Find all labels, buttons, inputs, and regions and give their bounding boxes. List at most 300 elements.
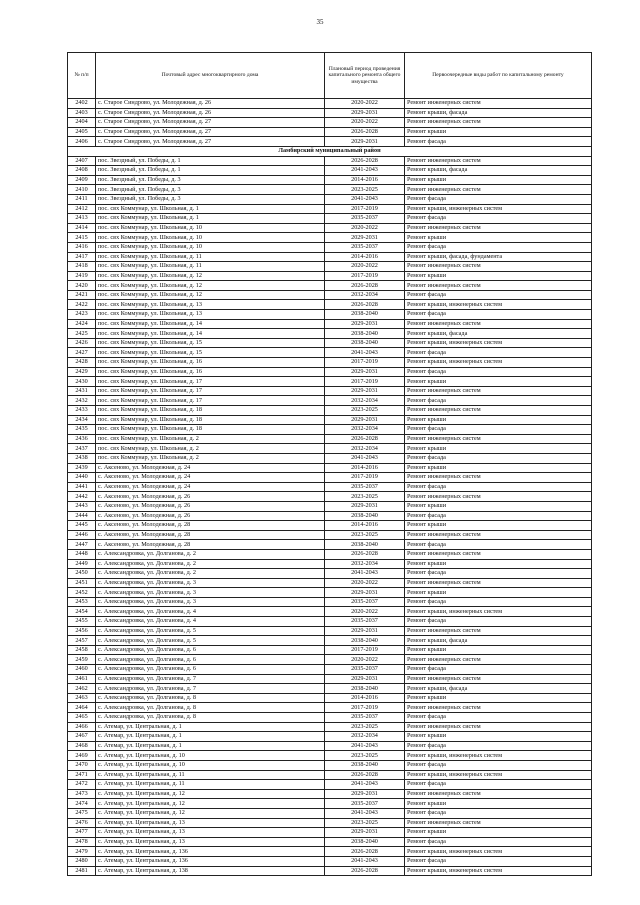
row-period: 2023-2025 [325, 818, 405, 828]
row-period: 2017-2019 [325, 703, 405, 713]
row-number: 2411 [68, 194, 96, 204]
row-period: 2038-2040 [325, 684, 405, 694]
row-works: Ремонт фасада [405, 453, 592, 463]
row-period: 2026-2028 [325, 281, 405, 291]
table-header-row [68, 53, 592, 99]
row-address: с. Аксеново, ул. Молодежная, д. 26 [96, 501, 325, 511]
row-works: Ремонт инженерных систем [405, 281, 592, 291]
row-address: с. Александровка, ул. Долганова, д. 8 [96, 713, 325, 723]
row-period: 2035-2037 [325, 242, 405, 252]
row-works: Ремонт фасада [405, 741, 592, 751]
row-address: пос. свх Коммунар, ул. Школьная, д. 2 [96, 453, 325, 463]
row-number: 2462 [68, 684, 96, 694]
row-period: 2023-2025 [325, 722, 405, 732]
table-row [68, 329, 592, 339]
row-number: 2434 [68, 415, 96, 425]
row-works: Ремонт инженерных систем [405, 434, 592, 444]
row-number: 2435 [68, 425, 96, 435]
table-row [68, 780, 592, 790]
table-row [68, 751, 592, 761]
table-row [68, 358, 592, 368]
row-address: с. Атемар, ул. Центральная, д. 11 [96, 780, 325, 790]
row-period: 2020-2022 [325, 655, 405, 665]
row-period: 2029-2031 [325, 233, 405, 243]
row-number: 2474 [68, 799, 96, 809]
table-row [68, 501, 592, 511]
row-period: 2038-2040 [325, 338, 405, 348]
table-row [68, 463, 592, 473]
table-row [68, 799, 592, 809]
table-row [68, 175, 592, 185]
row-period: 2038-2040 [325, 511, 405, 521]
row-address: пос. свх Коммунар, ул. Школьная, д. 15 [96, 338, 325, 348]
row-number: 2452 [68, 588, 96, 598]
row-address: с. Аксеново, ул. Молодежная, д. 26 [96, 492, 325, 502]
row-address: пос. свх Коммунар, ул. Школьная, д. 17 [96, 377, 325, 387]
row-period: 2020-2022 [325, 118, 405, 128]
row-address: пос. свх Коммунар, ул. Школьная, д. 18 [96, 425, 325, 435]
row-address: пос. свх Коммунар, ул. Школьная, д. 10 [96, 223, 325, 233]
row-period: 2038-2040 [325, 310, 405, 320]
row-period: 2032-2034 [325, 444, 405, 454]
row-number: 2446 [68, 530, 96, 540]
table-row [68, 118, 592, 128]
row-works: Ремонт инженерных систем [405, 722, 592, 732]
row-works: Ремонт фасада [405, 310, 592, 320]
row-period: 2020-2022 [325, 578, 405, 588]
row-works: Ремонт крыши, фасада, фундамента [405, 252, 592, 262]
row-number: 2468 [68, 741, 96, 751]
table-row [68, 233, 592, 243]
row-period: 2026-2028 [325, 127, 405, 137]
row-period: 2035-2037 [325, 482, 405, 492]
row-works: Ремонт крыши [405, 693, 592, 703]
row-works: Ремонт инженерных систем [405, 674, 592, 684]
section-body [68, 146, 592, 156]
table-row [68, 693, 592, 703]
row-works: Ремонт инженерных систем [405, 156, 592, 166]
table-row [68, 406, 592, 416]
row-period: 2041-2043 [325, 808, 405, 818]
row-works: Ремонт фасада [405, 194, 592, 204]
table-row [68, 588, 592, 598]
row-works: Ремонт крыши, инженерных систем [405, 847, 592, 857]
row-address: пос. свх Коммунар, ул. Школьная, д. 13 [96, 300, 325, 310]
row-works: Ремонт фасада [405, 137, 592, 147]
row-number: 2413 [68, 214, 96, 224]
row-number: 2449 [68, 559, 96, 569]
row-number: 2463 [68, 693, 96, 703]
row-number: 2429 [68, 367, 96, 377]
row-number: 2458 [68, 645, 96, 655]
row-address: с. Атемар, ул. Центральная, д. 138 [96, 866, 325, 876]
row-period: 2026-2028 [325, 847, 405, 857]
row-works: Ремонт инженерных систем [405, 655, 592, 665]
row-period: 2029-2031 [325, 319, 405, 329]
row-address: с. Александровка, ул. Долганова, д. 6 [96, 655, 325, 665]
section-title: Ламбирский муниципальный район [68, 146, 592, 156]
table-row [68, 789, 592, 799]
row-address: с. Атемар, ул. Центральная, д. 11 [96, 770, 325, 780]
row-period: 2017-2019 [325, 358, 405, 368]
row-address: пос. Звездный, ул. Победы, д. 1 [96, 166, 325, 176]
row-number: 2461 [68, 674, 96, 684]
table-row [68, 722, 592, 732]
row-address: пос. Звездный, ул. Победы, д. 1 [96, 156, 325, 166]
row-period: 2017-2019 [325, 204, 405, 214]
row-address: пос. свх Коммунар, ул. Школьная, д. 18 [96, 406, 325, 416]
table-row [68, 607, 592, 617]
row-works: Ремонт инженерных систем [405, 99, 592, 109]
row-period: 2038-2040 [325, 540, 405, 550]
table-row [68, 185, 592, 195]
row-period: 2041-2043 [325, 194, 405, 204]
row-works: Ремонт инженерных систем [405, 703, 592, 713]
row-works: Ремонт инженерных систем [405, 789, 592, 799]
row-address: пос. свх Коммунар, ул. Школьная, д. 17 [96, 396, 325, 406]
row-number: 2438 [68, 453, 96, 463]
row-address: пос. свх Коммунар, ул. Школьная, д. 15 [96, 348, 325, 358]
table-row [68, 674, 592, 684]
row-number: 2424 [68, 319, 96, 329]
row-number: 2428 [68, 358, 96, 368]
row-number: 2418 [68, 262, 96, 272]
row-period: 2029-2031 [325, 626, 405, 636]
table-row [68, 511, 592, 521]
row-period: 2029-2031 [325, 137, 405, 147]
table-row [68, 703, 592, 713]
row-number: 2466 [68, 722, 96, 732]
table-row [68, 137, 592, 147]
row-works: Ремонт инженерных систем [405, 262, 592, 272]
row-address: с. Александровка, ул. Долганова, д. 3 [96, 578, 325, 588]
row-period: 2026-2028 [325, 434, 405, 444]
row-period: 2038-2040 [325, 837, 405, 847]
row-works: Ремонт инженерных систем [405, 492, 592, 502]
table-row [68, 549, 592, 559]
row-address: с. Аксеново, ул. Молодежная, д. 24 [96, 463, 325, 473]
table-row [68, 713, 592, 723]
row-address: с. Александровка, ул. Долганова, д. 8 [96, 693, 325, 703]
table-row [68, 482, 592, 492]
table-row [68, 338, 592, 348]
row-number: 2447 [68, 540, 96, 550]
row-address: с. Атемар, ул. Центральная, д. 1 [96, 732, 325, 742]
row-period: 2014-2016 [325, 521, 405, 531]
row-period: 2014-2016 [325, 252, 405, 262]
row-works: Ремонт крыши, фасада [405, 636, 592, 646]
table-row [68, 617, 592, 627]
row-number: 2426 [68, 338, 96, 348]
row-address: с. Старое Синдрово, ул. Молодежная, д. 27 [96, 127, 325, 137]
row-address: с. Александровка, ул. Долганова, д. 7 [96, 684, 325, 694]
section-row [68, 146, 592, 156]
row-number: 2444 [68, 511, 96, 521]
table-row [68, 770, 592, 780]
table-row [68, 377, 592, 387]
row-address: с. Александровка, ул. Долганова, д. 7 [96, 674, 325, 684]
row-works: Ремонт крыши [405, 559, 592, 569]
table-row [68, 262, 592, 272]
row-period: 2026-2028 [325, 156, 405, 166]
row-number: 2465 [68, 713, 96, 723]
row-address: с. Старое Синдрово, ул. Молодежная, д. 26 [96, 99, 325, 109]
row-address: пос. свх Коммунар, ул. Школьная, д. 18 [96, 415, 325, 425]
row-works: Ремонт фасада [405, 482, 592, 492]
row-number: 2451 [68, 578, 96, 588]
row-number: 2457 [68, 636, 96, 646]
table-row [68, 540, 592, 550]
row-period: 2026-2028 [325, 300, 405, 310]
row-number: 2455 [68, 617, 96, 627]
header-works: Первоочередные виды работ по капитальному ремонту [405, 53, 592, 99]
row-works: Ремонт крыши [405, 463, 592, 473]
row-works: Ремонт инженерных систем [405, 578, 592, 588]
row-number: 2467 [68, 732, 96, 742]
row-works: Ремонт крыши [405, 377, 592, 387]
row-works: Ремонт фасада [405, 760, 592, 770]
row-address: с. Александровка, ул. Долганова, д. 2 [96, 549, 325, 559]
row-number: 2478 [68, 837, 96, 847]
row-period: 2026-2028 [325, 866, 405, 876]
table-row [68, 290, 592, 300]
row-address: пос. Звездный, ул. Победы, д. 3 [96, 185, 325, 195]
row-number: 2453 [68, 597, 96, 607]
row-number: 2437 [68, 444, 96, 454]
table-row [68, 434, 592, 444]
row-period: 2029-2031 [325, 386, 405, 396]
row-works: Ремонт фасада [405, 597, 592, 607]
row-period: 2041-2043 [325, 348, 405, 358]
table-row [68, 808, 592, 818]
table-row [68, 569, 592, 579]
table-row [68, 204, 592, 214]
table-row [68, 530, 592, 540]
row-works: Ремонт крыши [405, 501, 592, 511]
table-row [68, 578, 592, 588]
row-period: 2023-2025 [325, 185, 405, 195]
row-number: 2454 [68, 607, 96, 617]
row-works: Ремонт фасада [405, 511, 592, 521]
row-address: с. Александровка, ул. Долганова, д. 5 [96, 636, 325, 646]
row-works: Ремонт фасада [405, 856, 592, 866]
row-address: с. Александровка, ул. Долганова, д. 6 [96, 665, 325, 675]
table-row [68, 108, 592, 118]
row-address: пос. свх Коммунар, ул. Школьная, д. 14 [96, 319, 325, 329]
row-address: пос. свх Коммунар, ул. Школьная, д. 10 [96, 242, 325, 252]
row-number: 2433 [68, 406, 96, 416]
table-row [68, 818, 592, 828]
row-period: 2029-2031 [325, 828, 405, 838]
row-number: 2423 [68, 310, 96, 320]
row-works: Ремонт фасада [405, 242, 592, 252]
table-row [68, 156, 592, 166]
row-address: пос. свх Коммунар, ул. Школьная, д. 13 [96, 310, 325, 320]
table-row [68, 626, 592, 636]
row-period: 2023-2025 [325, 406, 405, 416]
row-period: 2017-2019 [325, 377, 405, 387]
row-works: Ремонт фасада [405, 290, 592, 300]
row-period: 2035-2037 [325, 617, 405, 627]
table-row [68, 636, 592, 646]
row-number: 2425 [68, 329, 96, 339]
row-works: Ремонт крыши, фасада [405, 329, 592, 339]
table-row [68, 856, 592, 866]
row-works: Ремонт фасада [405, 348, 592, 358]
row-works: Ремонт крыши [405, 588, 592, 598]
row-works: Ремонт инженерных систем [405, 473, 592, 483]
row-works: Ремонт инженерных систем [405, 223, 592, 233]
row-period: 2035-2037 [325, 799, 405, 809]
row-number: 2440 [68, 473, 96, 483]
row-period: 2014-2016 [325, 693, 405, 703]
row-address: с. Старое Синдрово, ул. Молодежная, д. 26 [96, 108, 325, 118]
row-number: 2409 [68, 175, 96, 185]
row-works: Ремонт крыши [405, 645, 592, 655]
row-works: Ремонт инженерных систем [405, 549, 592, 559]
row-address: пос. свх Коммунар, ул. Школьная, д. 14 [96, 329, 325, 339]
row-period: 2035-2037 [325, 214, 405, 224]
row-number: 2448 [68, 549, 96, 559]
row-address: пос. свх Коммунар, ул. Школьная, д. 12 [96, 281, 325, 291]
table-row [68, 223, 592, 233]
row-number: 2442 [68, 492, 96, 502]
row-number: 2477 [68, 828, 96, 838]
row-number: 2427 [68, 348, 96, 358]
table-row [68, 492, 592, 502]
table-body-main [68, 156, 592, 876]
page-number: 35 [316, 18, 324, 26]
row-period: 2041-2043 [325, 453, 405, 463]
row-works: Ремонт фасада [405, 540, 592, 550]
row-works: Ремонт фасада [405, 367, 592, 377]
repair-schedule-table [67, 52, 592, 876]
table-row [68, 319, 592, 329]
row-address: с. Атемар, ул. Центральная, д. 13 [96, 837, 325, 847]
row-address: с. Аксеново, ул. Молодежная, д. 24 [96, 473, 325, 483]
table-row [68, 300, 592, 310]
row-period: 2029-2031 [325, 415, 405, 425]
row-number: 2464 [68, 703, 96, 713]
row-number: 2404 [68, 118, 96, 128]
row-number: 2459 [68, 655, 96, 665]
table-row [68, 444, 592, 454]
header-address: Почтовый адрес многоквартирного дома [96, 53, 325, 99]
row-address: с. Александровка, ул. Долганова, д. 2 [96, 559, 325, 569]
row-address: пос. свх Коммунар, ул. Школьная, д. 1 [96, 214, 325, 224]
row-address: с. Аксеново, ул. Молодежная, д. 28 [96, 530, 325, 540]
row-number: 2479 [68, 847, 96, 857]
row-address: с. Атемар, ул. Центральная, д. 1 [96, 741, 325, 751]
row-works: Ремонт инженерных систем [405, 626, 592, 636]
row-number: 2450 [68, 569, 96, 579]
row-works: Ремонт крыши [405, 732, 592, 742]
row-period: 2032-2034 [325, 559, 405, 569]
row-address: с. Атемар, ул. Центральная, д. 13 [96, 818, 325, 828]
row-number: 2476 [68, 818, 96, 828]
row-works: Ремонт инженерных систем [405, 319, 592, 329]
row-period: 2032-2034 [325, 396, 405, 406]
row-works: Ремонт инженерных систем [405, 406, 592, 416]
row-works: Ремонт фасада [405, 713, 592, 723]
table-row [68, 271, 592, 281]
row-works: Ремонт крыши [405, 521, 592, 531]
row-period: 2032-2034 [325, 732, 405, 742]
row-address: с. Атемар, ул. Центральная, д. 12 [96, 789, 325, 799]
table-row [68, 732, 592, 742]
row-period: 2020-2022 [325, 99, 405, 109]
table-row [68, 252, 592, 262]
row-address: с. Атемар, ул. Центральная, д. 1 [96, 722, 325, 732]
row-number: 2436 [68, 434, 96, 444]
row-number: 2406 [68, 137, 96, 147]
row-works: Ремонт крыши, инженерных систем [405, 358, 592, 368]
table-row [68, 127, 592, 137]
row-address: пос. свх Коммунар, ул. Школьная, д. 11 [96, 252, 325, 262]
table-row [68, 415, 592, 425]
row-number: 2481 [68, 866, 96, 876]
row-period: 2020-2022 [325, 262, 405, 272]
row-address: пос. свх Коммунар, ул. Школьная, д. 16 [96, 367, 325, 377]
row-works: Ремонт фасада [405, 425, 592, 435]
row-number: 2420 [68, 281, 96, 291]
row-address: пос. свх Коммунар, ул. Школьная, д. 11 [96, 262, 325, 272]
row-period: 2038-2040 [325, 760, 405, 770]
table-row [68, 310, 592, 320]
row-address: с. Атемар, ул. Центральная, д. 12 [96, 799, 325, 809]
row-address: с. Старое Синдрово, ул. Молодежная, д. 27 [96, 118, 325, 128]
row-address: пос. свх Коммунар, ул. Школьная, д. 1 [96, 204, 325, 214]
row-period: 2020-2022 [325, 223, 405, 233]
row-period: 2038-2040 [325, 636, 405, 646]
table-row [68, 473, 592, 483]
row-period: 2029-2031 [325, 789, 405, 799]
row-period: 2041-2043 [325, 569, 405, 579]
row-number: 2470 [68, 760, 96, 770]
row-works: Ремонт крыши, фасада [405, 108, 592, 118]
row-period: 2029-2031 [325, 674, 405, 684]
row-address: с. Старое Синдрово, ул. Молодежная, д. 27 [96, 137, 325, 147]
table-row [68, 453, 592, 463]
row-period: 2026-2028 [325, 549, 405, 559]
row-number: 2421 [68, 290, 96, 300]
row-number: 2443 [68, 501, 96, 511]
row-works: Ремонт инженерных систем [405, 118, 592, 128]
header-number: № п/п [68, 53, 96, 99]
row-address: с. Аксеново, ул. Молодежная, д. 28 [96, 521, 325, 531]
row-number: 2415 [68, 233, 96, 243]
row-period: 2014-2016 [325, 463, 405, 473]
row-works: Ремонт фасада [405, 808, 592, 818]
row-number: 2430 [68, 377, 96, 387]
row-works: Ремонт фасада [405, 837, 592, 847]
row-number: 2441 [68, 482, 96, 492]
row-works: Ремонт крыши, фасада [405, 684, 592, 694]
row-works: Ремонт крыши, инженерных систем [405, 204, 592, 214]
row-number: 2407 [68, 156, 96, 166]
row-works: Ремонт фасада [405, 396, 592, 406]
row-address: с. Александровка, ул. Долганова, д. 6 [96, 645, 325, 655]
row-address: пос. Звездный, ул. Победы, д. 3 [96, 194, 325, 204]
table-row [68, 837, 592, 847]
row-number: 2405 [68, 127, 96, 137]
table-row [68, 684, 592, 694]
table-row [68, 396, 592, 406]
row-period: 2032-2034 [325, 290, 405, 300]
row-number: 2408 [68, 166, 96, 176]
row-period: 2035-2037 [325, 713, 405, 723]
row-address: с. Александровка, ул. Долганова, д. 4 [96, 607, 325, 617]
